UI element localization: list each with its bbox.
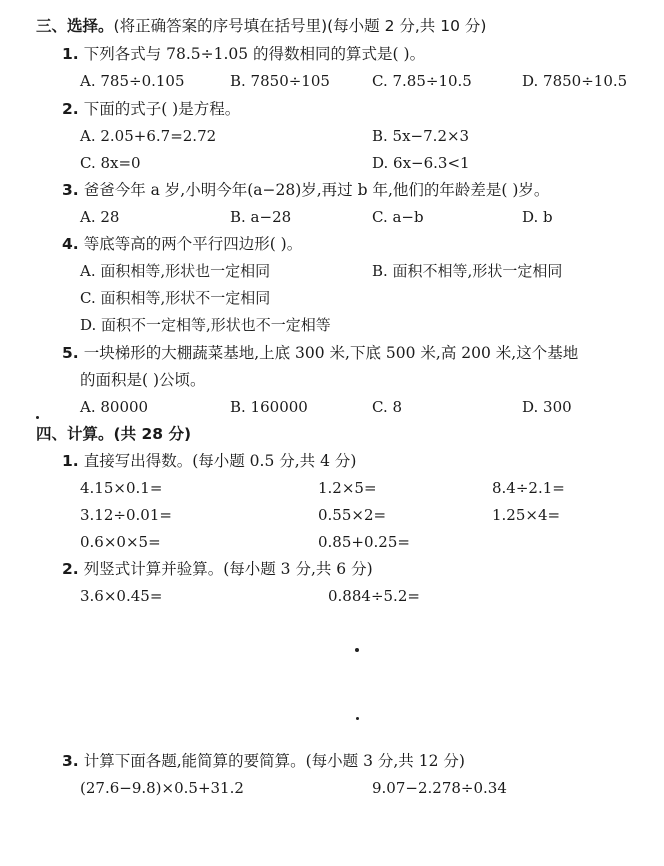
calc-1-item: 1.2×5= — [318, 479, 377, 497]
q2-option-a: A. 2.05+6.7=2.72 — [80, 127, 217, 145]
calc-1-item: 0.85+0.25= — [318, 533, 410, 551]
section-4-note: (共 28 分) — [113, 425, 192, 443]
question-1-text: 下列各式与 78.5÷1.05 的得数相同的算式是( )。 — [83, 45, 426, 63]
q3-option-a: A. 28 — [80, 208, 120, 226]
scan-speck — [355, 648, 359, 652]
section-4-header — [36, 424, 191, 444]
calc-1-item: 3.12÷0.01= — [80, 506, 172, 524]
calc-2-item: 3.6×0.45= — [80, 587, 163, 605]
q1-option-d: D. 7850÷10.5 — [522, 72, 628, 90]
q3-option-b: B. a−28 — [230, 208, 292, 226]
scan-speck — [36, 416, 39, 419]
q1-option-c: C. 7.85÷10.5 — [372, 72, 472, 90]
question-2 — [62, 99, 240, 119]
calc-1-text: 直接写出得数。(每小题 0.5 分,共 4 分) — [83, 452, 357, 470]
calc-1-item: 1.25×4= — [492, 506, 561, 524]
q5-option-a: A. 80000 — [80, 398, 149, 416]
q4-option-a: A. 面积相等,形状也一定相同 — [80, 262, 271, 280]
calc-3-text: 计算下面各题,能简算的要简算。(每小题 3 分,共 12 分) — [83, 752, 465, 770]
question-1 — [62, 44, 425, 64]
calc-2 — [62, 559, 373, 579]
question-3-number: 3. — [62, 181, 79, 199]
q3-option-c: C. a−b — [372, 208, 424, 226]
question-3 — [62, 180, 549, 200]
question-5 — [62, 343, 578, 363]
q4-option-d: D. 面积不一定相等,形状也不一定相等 — [80, 316, 331, 334]
calc-3-item: (27.6−9.8)×0.5+31.2 — [80, 779, 244, 797]
calc-1-item: 0.55×2= — [318, 506, 387, 524]
q1-option-a: A. 785÷0.105 — [80, 72, 185, 90]
q1-option-b: B. 7850÷105 — [230, 72, 330, 90]
section-3-title: 三、选择。 — [36, 17, 114, 35]
question-2-text: 下面的式子( )是方程。 — [83, 100, 241, 118]
calc-1-item: 4.15×0.1= — [80, 479, 163, 497]
calc-3-item: 9.07−2.278÷0.34 — [372, 779, 507, 797]
calc-1-item: 0.6×0×5= — [80, 533, 161, 551]
calc-3-number: 3. — [62, 752, 79, 770]
q5-option-b: B. 160000 — [230, 398, 308, 416]
scan-speck — [356, 717, 359, 720]
section-3-header — [36, 16, 486, 36]
question-4-number: 4. — [62, 235, 79, 253]
question-3-text: 爸爸今年 a 岁,小明今年(a−28)岁,再过 b 年,他们的年龄差是( )岁。 — [83, 181, 550, 199]
question-4-text: 等底等高的两个平行四边形( )。 — [83, 235, 303, 253]
q2-option-b: B. 5x−7.2×3 — [372, 127, 470, 145]
question-2-number: 2. — [62, 100, 79, 118]
calc-3 — [62, 751, 465, 771]
q2-option-d: D. 6x−6.3<1 — [372, 154, 470, 172]
calc-1 — [62, 451, 356, 471]
calc-2-item: 0.884÷5.2= — [328, 587, 420, 605]
question-4 — [62, 234, 302, 254]
q3-option-d: D. b — [522, 208, 553, 226]
section-4-title: 四、计算。 — [36, 425, 114, 443]
question-5-text-line1: 一块梯形的大棚蔬菜基地,上底 300 米,下底 500 米,高 200 米,这个基地 — [83, 344, 579, 362]
q5-option-d: D. 300 — [522, 398, 572, 416]
question-5-number: 5. — [62, 344, 79, 362]
calc-1-item: 8.4÷2.1= — [492, 479, 565, 497]
question-1-number: 1. — [62, 45, 79, 63]
q4-option-c: C. 面积相等,形状不一定相同 — [80, 289, 271, 307]
calc-2-number: 2. — [62, 560, 79, 578]
calc-1-number: 1. — [62, 452, 79, 470]
q4-option-b: B. 面积不相等,形状一定相同 — [372, 262, 563, 280]
q5-option-c: C. 8 — [372, 398, 403, 416]
section-3-note: (将正确答案的序号填在括号里)(每小题 2 分,共 10 分) — [113, 17, 487, 35]
question-5-text-line2: 的面积是( )公顷。 — [80, 371, 206, 389]
calc-2-text: 列竖式计算并验算。(每小题 3 分,共 6 分) — [83, 560, 373, 578]
q2-option-c: C. 8x=0 — [80, 154, 141, 172]
